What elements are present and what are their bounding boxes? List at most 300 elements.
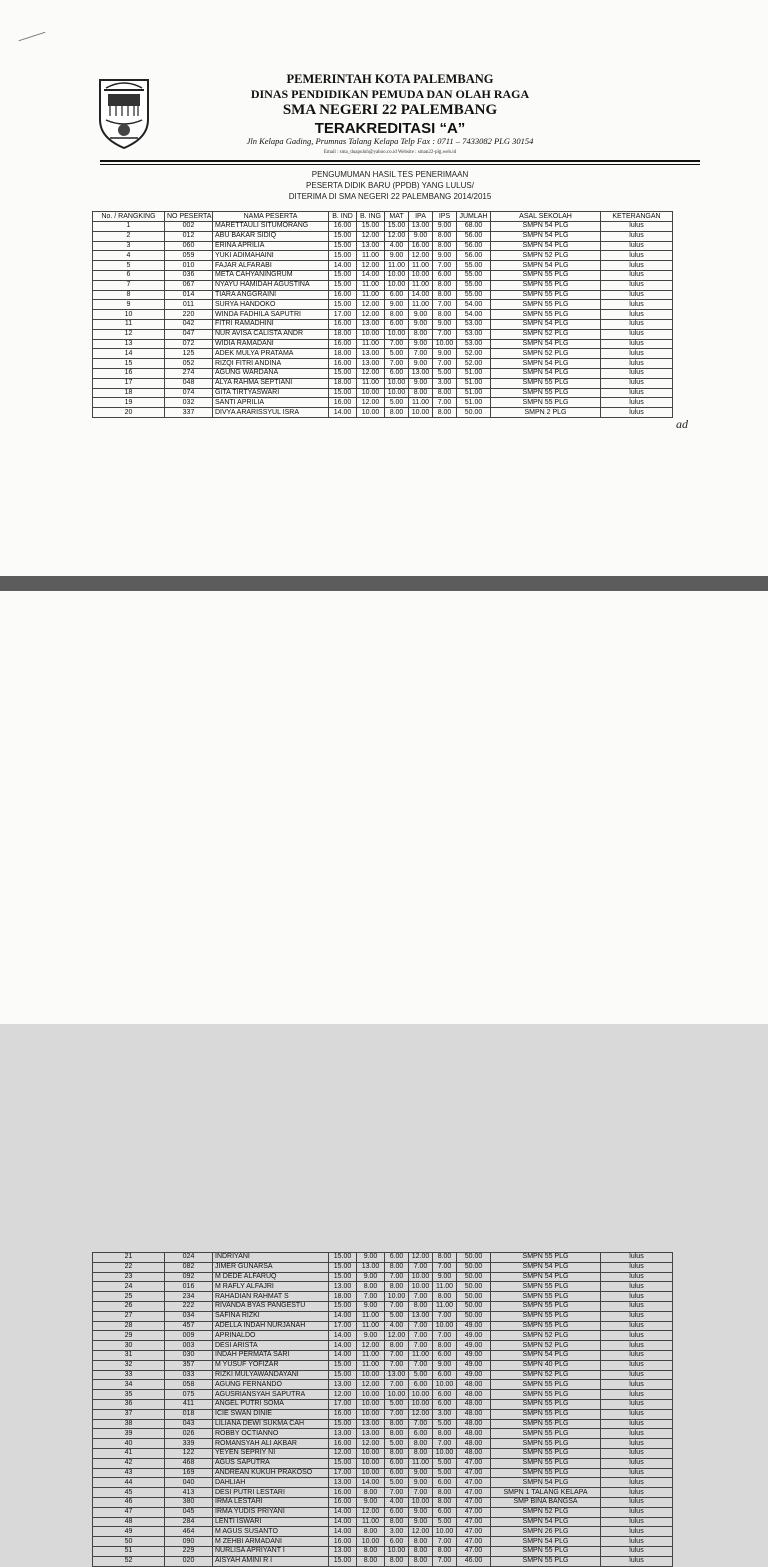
cell-remarks: lulus: [601, 1458, 673, 1468]
cell-bind-score: 16.00: [329, 319, 357, 329]
cell-rank: 21: [93, 1253, 165, 1263]
cell-total-score: 54.00: [457, 310, 491, 320]
cell-mat-score: 12.00: [385, 1331, 409, 1341]
cell-ipa-score: 6.00: [409, 1380, 433, 1390]
cell-bind-score: 13.00: [329, 1282, 357, 1292]
cell-rank: 29: [93, 1331, 165, 1341]
cell-bind-score: 14.00: [329, 408, 357, 418]
cell-ips-score: 5.00: [433, 1458, 457, 1468]
cell-name: SANTI APRILIA: [213, 398, 329, 408]
cell-bind-score: 13.00: [329, 1478, 357, 1488]
table-row: [93, 1282, 673, 1292]
cell-bing-score: 10.00: [357, 1370, 385, 1380]
cell-participant-no: 222: [165, 1301, 213, 1311]
cell-rank: 22: [93, 1262, 165, 1272]
col-header-ips: IPS: [433, 212, 457, 222]
cell-ips-score: 7.00: [433, 1311, 457, 1321]
cell-remarks: lulus: [601, 261, 673, 271]
cell-mat-score: 5.00: [385, 398, 409, 408]
cell-mat-score: 12.00: [385, 231, 409, 241]
cell-total-score: 53.00: [457, 339, 491, 349]
table-row: [93, 1301, 673, 1311]
cell-participant-no: 036: [165, 270, 213, 280]
cell-bing-score: 13.00: [357, 319, 385, 329]
cell-name: ADELLA INDAH NURJANAH: [213, 1321, 329, 1331]
cell-bing-score: 11.00: [357, 251, 385, 261]
cell-total-score: 47.00: [457, 1458, 491, 1468]
cell-name: FAJAR ALFARABI: [213, 261, 329, 271]
cell-total-score: 54.00: [457, 300, 491, 310]
cell-ips-score: 10.00: [433, 1321, 457, 1331]
cell-participant-no: 011: [165, 300, 213, 310]
cell-remarks: lulus: [601, 1409, 673, 1419]
cell-total-score: 50.00: [457, 1253, 491, 1263]
cell-name: YUKI ADIMAHAINI: [213, 251, 329, 261]
cell-ipa-score: 10.00: [409, 1390, 433, 1400]
header-school-name: SMA NEGERI 22 PALEMBANG: [282, 102, 498, 118]
col-header-total: JUMLAH: [457, 212, 491, 222]
cell-total-score: 68.00: [457, 222, 491, 232]
cell-remarks: lulus: [601, 1262, 673, 1272]
cell-ips-score: 5.00: [433, 1419, 457, 1429]
table-row: [93, 241, 673, 251]
cell-bing-score: 12.00: [357, 231, 385, 241]
cell-ips-score: 6.00: [433, 1370, 457, 1380]
cell-mat-score: 10.00: [385, 280, 409, 290]
cell-ipa-score: 14.00: [409, 290, 433, 300]
cell-remarks: lulus: [601, 1360, 673, 1370]
cell-bind-score: 16.00: [329, 339, 357, 349]
cell-participant-no: 016: [165, 1282, 213, 1292]
cell-name: LILIANA DEWI SUKMA CAH: [213, 1419, 329, 1429]
table-row: [93, 310, 673, 320]
cell-total-score: 46.00: [457, 1556, 491, 1566]
cell-rank: 14: [93, 349, 165, 359]
cell-bing-score: 13.00: [357, 1262, 385, 1272]
col-header-rank: No. / RANGKING: [93, 212, 165, 222]
cell-origin-school: SMPN 55 PLG: [491, 1390, 601, 1400]
cell-ips-score: 8.00: [433, 231, 457, 241]
cell-bing-score: 11.00: [357, 378, 385, 388]
cell-rank: 11: [93, 319, 165, 329]
table-row: [93, 1331, 673, 1341]
cell-total-score: 55.00: [457, 270, 491, 280]
cell-mat-score: 9.00: [385, 300, 409, 310]
cell-participant-no: 092: [165, 1272, 213, 1282]
cell-rank: 8: [93, 290, 165, 300]
cell-rank: 49: [93, 1527, 165, 1537]
cell-participant-no: 040: [165, 1478, 213, 1488]
cell-bing-score: 12.00: [357, 261, 385, 271]
cell-participant-no: 058: [165, 1380, 213, 1390]
cell-mat-score: 13.00: [385, 1370, 409, 1380]
cell-ipa-score: 7.00: [409, 349, 433, 359]
cell-rank: 31: [93, 1350, 165, 1360]
cell-mat-score: 10.00: [385, 1546, 409, 1556]
col-header-origin-school: ASAL SEKOLAH: [491, 212, 601, 222]
cell-mat-score: 8.00: [385, 1419, 409, 1429]
table-row: [93, 300, 673, 310]
cell-ipa-score: 8.00: [409, 329, 433, 339]
cell-total-score: 48.00: [457, 1419, 491, 1429]
cell-remarks: lulus: [601, 378, 673, 388]
cell-rank: 13: [93, 339, 165, 349]
cell-mat-score: 7.00: [385, 1272, 409, 1282]
cell-mat-score: 7.00: [385, 1409, 409, 1419]
cell-name: NURLISA APRIYANT I: [213, 1546, 329, 1556]
cell-remarks: lulus: [601, 319, 673, 329]
cell-rank: 45: [93, 1488, 165, 1498]
cell-origin-school: SMPN 55 PLG: [491, 1399, 601, 1409]
cell-remarks: lulus: [601, 1448, 673, 1458]
table-row: [93, 251, 673, 261]
cell-name: ROMANSYAH ALI AKBAR: [213, 1439, 329, 1449]
cell-participant-no: 010: [165, 261, 213, 271]
cell-name: M YUSUF YOFIZAR: [213, 1360, 329, 1370]
cell-ips-score: 9.00: [433, 1360, 457, 1370]
cell-participant-no: 468: [165, 1458, 213, 1468]
cell-name: ANGEL PUTRI SOMA: [213, 1399, 329, 1409]
cell-total-score: 50.00: [457, 1301, 491, 1311]
cell-ips-score: 6.00: [433, 270, 457, 280]
cell-ipa-score: 13.00: [409, 222, 433, 232]
cell-name: ICIE SWAN DINIE: [213, 1409, 329, 1419]
cell-rank: 26: [93, 1301, 165, 1311]
cell-ips-score: 7.00: [433, 398, 457, 408]
table-row: [93, 1478, 673, 1488]
cell-total-score: 52.00: [457, 359, 491, 369]
cell-ips-score: 7.00: [433, 1537, 457, 1547]
cell-total-score: 50.00: [457, 1272, 491, 1282]
cell-total-score: 50.00: [457, 1311, 491, 1321]
cell-participant-no: 047: [165, 329, 213, 339]
cell-bing-score: 8.00: [357, 1527, 385, 1537]
cell-ipa-score: 11.00: [409, 1458, 433, 1468]
cell-origin-school: SMPN 55 PLG: [491, 1429, 601, 1439]
cell-bing-score: 12.00: [357, 300, 385, 310]
cell-mat-score: 4.00: [385, 241, 409, 251]
cell-name: FITRI RAMADHINI: [213, 319, 329, 329]
cell-participant-no: 030: [165, 1350, 213, 1360]
cell-remarks: lulus: [601, 339, 673, 349]
cell-participant-no: 045: [165, 1507, 213, 1517]
cell-ipa-score: 12.00: [409, 1409, 433, 1419]
cell-rank: 12: [93, 329, 165, 339]
table-row: [93, 319, 673, 329]
cell-participant-no: 018: [165, 1409, 213, 1419]
cell-participant-no: 024: [165, 1253, 213, 1263]
cell-origin-school: SMPN 52 PLG: [491, 349, 601, 359]
city-emblem-icon: [96, 76, 152, 150]
cell-participant-no: 052: [165, 359, 213, 369]
cell-participant-no: 339: [165, 1439, 213, 1449]
page-separator: [0, 576, 768, 591]
cell-rank: 37: [93, 1409, 165, 1419]
table-row: [93, 1350, 673, 1360]
cell-origin-school: SMPN 52 PLG: [491, 251, 601, 261]
cell-name: DESI ARISTA: [213, 1341, 329, 1351]
cell-bind-score: 15.00: [329, 280, 357, 290]
table-row: [93, 378, 673, 388]
cell-ipa-score: 8.00: [409, 1537, 433, 1547]
cell-bing-score: 10.00: [357, 388, 385, 398]
cell-bind-score: 15.00: [329, 368, 357, 378]
cell-name: ALYA RAHMA SEPTIANI: [213, 378, 329, 388]
cell-rank: 33: [93, 1370, 165, 1380]
cell-origin-school: SMPN 55 PLG: [491, 1556, 601, 1566]
cell-bind-score: 14.00: [329, 1311, 357, 1321]
cell-bind-score: 15.00: [329, 241, 357, 251]
cell-mat-score: 8.00: [385, 1517, 409, 1527]
cell-rank: 2: [93, 231, 165, 241]
cell-ips-score: 8.00: [433, 290, 457, 300]
results-table-page-2: [92, 1252, 673, 1567]
cell-total-score: 50.00: [457, 408, 491, 418]
cell-bind-score: 16.00: [329, 222, 357, 232]
cell-participant-no: 026: [165, 1429, 213, 1439]
cell-name: SURYA HANDOKO: [213, 300, 329, 310]
table-row: [93, 1262, 673, 1272]
cell-remarks: lulus: [601, 1301, 673, 1311]
cell-name: MARETTAULI SITUMORANG: [213, 222, 329, 232]
cell-origin-school: SMPN 55 PLG: [491, 1282, 601, 1292]
cell-total-score: 47.00: [457, 1488, 491, 1498]
cell-participant-no: 169: [165, 1468, 213, 1478]
cell-participant-no: 074: [165, 388, 213, 398]
cell-mat-score: 6.00: [385, 368, 409, 378]
table-row: [93, 329, 673, 339]
cell-participant-no: 380: [165, 1497, 213, 1507]
cell-origin-school: SMPN 55 PLG: [491, 310, 601, 320]
cell-participant-no: 002: [165, 222, 213, 232]
cell-remarks: lulus: [601, 1468, 673, 1478]
cell-remarks: lulus: [601, 349, 673, 359]
cell-ipa-score: 10.00: [409, 1282, 433, 1292]
cell-name: M AGUS SUSANTO: [213, 1527, 329, 1537]
cell-ipa-score: 9.00: [409, 1468, 433, 1478]
cell-ips-score: 10.00: [433, 1527, 457, 1537]
table-row: [93, 1409, 673, 1419]
table-row: [93, 1253, 673, 1263]
cell-origin-school: SMPN 54 PLG: [491, 1350, 601, 1360]
cell-ips-score: 9.00: [433, 349, 457, 359]
table-row: [93, 1429, 673, 1439]
cell-name: ANDREAN KUKUH PRAKOSO: [213, 1468, 329, 1478]
table-row: [93, 1458, 673, 1468]
cell-name: DAHLIAH: [213, 1478, 329, 1488]
cell-ipa-score: 10.00: [409, 408, 433, 418]
table-row: [93, 1546, 673, 1556]
cell-name: ADEK MULYA PRATAMA: [213, 349, 329, 359]
cell-rank: 52: [93, 1556, 165, 1566]
cell-origin-school: SMPN 54 PLG: [491, 1262, 601, 1272]
cell-bind-score: 15.00: [329, 251, 357, 261]
cell-name: DIVYA ARARISSYUL ISRA: [213, 408, 329, 418]
announcement-line-1: PENGUMUMAN HASIL TES PENERIMAAN: [311, 170, 469, 179]
cell-rank: 28: [93, 1321, 165, 1331]
cell-remarks: lulus: [601, 1370, 673, 1380]
cell-rank: 20: [93, 408, 165, 418]
cell-ipa-score: 7.00: [409, 1360, 433, 1370]
cell-mat-score: 10.00: [385, 1390, 409, 1400]
cell-ips-score: 9.00: [433, 251, 457, 261]
cell-origin-school: SMPN 52 PLG: [491, 1370, 601, 1380]
cell-origin-school: SMPN 55 PLG: [491, 1301, 601, 1311]
cell-total-score: 47.00: [457, 1546, 491, 1556]
cell-origin-school: SMPN 55 PLG: [491, 1546, 601, 1556]
cell-ips-score: 5.00: [433, 1468, 457, 1478]
table-row: [93, 1497, 673, 1507]
col-header-remarks: KETERANGAN: [601, 212, 673, 222]
cell-ipa-score: 7.00: [409, 1341, 433, 1351]
cell-remarks: lulus: [601, 1341, 673, 1351]
cell-participant-no: 048: [165, 378, 213, 388]
cell-bind-score: 13.00: [329, 1546, 357, 1556]
cell-participant-no: 464: [165, 1527, 213, 1537]
cell-rank: 3: [93, 241, 165, 251]
cell-bind-score: 14.00: [329, 261, 357, 271]
cell-bind-score: 14.00: [329, 1517, 357, 1527]
cell-total-score: 48.00: [457, 1448, 491, 1458]
cell-name: NYAYU HAMIDAH AGUSTINA: [213, 280, 329, 290]
cell-bing-score: 11.00: [357, 339, 385, 349]
cell-ipa-score: 5.00: [409, 1370, 433, 1380]
cell-bind-score: 13.00: [329, 1429, 357, 1439]
cell-rank: 18: [93, 388, 165, 398]
cell-bind-score: 15.00: [329, 1360, 357, 1370]
cell-total-score: 55.00: [457, 290, 491, 300]
cell-bind-score: 14.00: [329, 1507, 357, 1517]
cell-rank: 16: [93, 368, 165, 378]
cell-total-score: 49.00: [457, 1350, 491, 1360]
cell-ipa-score: 13.00: [409, 368, 433, 378]
cell-name: M ZEHBI ARMADANI: [213, 1537, 329, 1547]
cell-remarks: lulus: [601, 329, 673, 339]
cell-bing-score: 10.00: [357, 1537, 385, 1547]
cell-ips-score: 10.00: [433, 339, 457, 349]
header-address: Jln Kelapa Gading, Prumnas Talang Kelapa Telp Fax : 0711 – 7433082 PLG 30154: [246, 136, 534, 146]
cell-bing-score: 8.00: [357, 1282, 385, 1292]
cell-origin-school: SMPN 52 PLG: [491, 329, 601, 339]
cell-total-score: 55.00: [457, 261, 491, 271]
cell-remarks: lulus: [601, 1399, 673, 1409]
cell-mat-score: 8.00: [385, 1556, 409, 1566]
cell-rank: 27: [93, 1311, 165, 1321]
table-row: [93, 1507, 673, 1517]
cell-remarks: lulus: [601, 1507, 673, 1517]
cell-origin-school: SMPN 54 PLG: [491, 359, 601, 369]
cell-origin-school: SMPN 52 PLG: [491, 1331, 601, 1341]
cell-ipa-score: 11.00: [409, 1350, 433, 1360]
cell-remarks: lulus: [601, 1282, 673, 1292]
cell-rank: 15: [93, 359, 165, 369]
cell-total-score: 47.00: [457, 1517, 491, 1527]
table-row: [93, 1537, 673, 1547]
cell-total-score: 56.00: [457, 241, 491, 251]
cell-bind-score: 13.00: [329, 1380, 357, 1390]
cell-name: ERINA APRILIA: [213, 241, 329, 251]
cell-mat-score: 6.00: [385, 1253, 409, 1263]
cell-ipa-score: 8.00: [409, 388, 433, 398]
cell-origin-school: SMPN 55 PLG: [491, 1439, 601, 1449]
cell-name: JIMER GUNARSA: [213, 1262, 329, 1272]
cell-mat-score: 6.00: [385, 1537, 409, 1547]
cell-remarks: lulus: [601, 1546, 673, 1556]
cell-remarks: lulus: [601, 270, 673, 280]
cell-origin-school: SMPN 54 PLG: [491, 368, 601, 378]
cell-origin-school: SMPN 55 PLG: [491, 280, 601, 290]
table-row: [93, 1341, 673, 1351]
cell-total-score: 49.00: [457, 1370, 491, 1380]
col-header-bind: B. IND: [329, 212, 357, 222]
cell-total-score: 51.00: [457, 398, 491, 408]
cell-remarks: lulus: [601, 290, 673, 300]
cell-bind-score: 16.00: [329, 290, 357, 300]
cell-ipa-score: 9.00: [409, 310, 433, 320]
col-header-mat: MAT: [385, 212, 409, 222]
cell-ipa-score: 8.00: [409, 1556, 433, 1566]
cell-bing-score: 12.00: [357, 1380, 385, 1390]
cell-remarks: lulus: [601, 1350, 673, 1360]
table-row: [93, 270, 673, 280]
cell-total-score: 49.00: [457, 1360, 491, 1370]
cell-remarks: lulus: [601, 1390, 673, 1400]
cell-bing-score: 10.00: [357, 408, 385, 418]
cell-bind-score: 15.00: [329, 1301, 357, 1311]
cell-ips-score: 3.00: [433, 1409, 457, 1419]
cell-ips-score: 7.00: [433, 1262, 457, 1272]
cell-participant-no: 274: [165, 368, 213, 378]
cell-participant-no: 220: [165, 310, 213, 320]
cell-participant-no: 067: [165, 280, 213, 290]
cell-bind-score: 16.00: [329, 1409, 357, 1419]
cell-remarks: lulus: [601, 1527, 673, 1537]
cell-ips-score: 9.00: [433, 319, 457, 329]
cell-ips-score: 8.00: [433, 388, 457, 398]
cell-name: META CAHYANINGRUM: [213, 270, 329, 280]
cell-rank: 50: [93, 1537, 165, 1547]
cell-bing-score: 10.00: [357, 1468, 385, 1478]
cell-mat-score: 7.00: [385, 1488, 409, 1498]
cell-rank: 6: [93, 270, 165, 280]
cell-rank: 19: [93, 398, 165, 408]
cell-name: ABU BAKAR SIDIQ: [213, 231, 329, 241]
cell-bing-score: 11.00: [357, 280, 385, 290]
cell-ipa-score: 7.00: [409, 1488, 433, 1498]
cell-remarks: lulus: [601, 1478, 673, 1488]
cell-participant-no: 411: [165, 1399, 213, 1409]
cell-bind-score: 17.00: [329, 1468, 357, 1478]
cell-bing-score: 8.00: [357, 1556, 385, 1566]
cell-ipa-score: 7.00: [409, 1419, 433, 1429]
cell-rank: 4: [93, 251, 165, 261]
cell-origin-school: SMPN 54 PLG: [491, 1478, 601, 1488]
cell-mat-score: 5.00: [385, 349, 409, 359]
table-row: [93, 261, 673, 271]
cell-name: RAHADIAN RAHMAT S: [213, 1292, 329, 1302]
cell-remarks: lulus: [601, 1311, 673, 1321]
cell-total-score: 50.00: [457, 1282, 491, 1292]
cell-bind-score: 12.00: [329, 1448, 357, 1458]
cell-bind-score: 18.00: [329, 349, 357, 359]
table-row: [93, 1468, 673, 1478]
cell-participant-no: 060: [165, 241, 213, 251]
cell-bing-score: 10.00: [357, 329, 385, 339]
cell-bind-score: 15.00: [329, 300, 357, 310]
cell-name: M RAFLY ALFAJRI: [213, 1282, 329, 1292]
cell-mat-score: 7.00: [385, 1360, 409, 1370]
table-row: [93, 1272, 673, 1282]
